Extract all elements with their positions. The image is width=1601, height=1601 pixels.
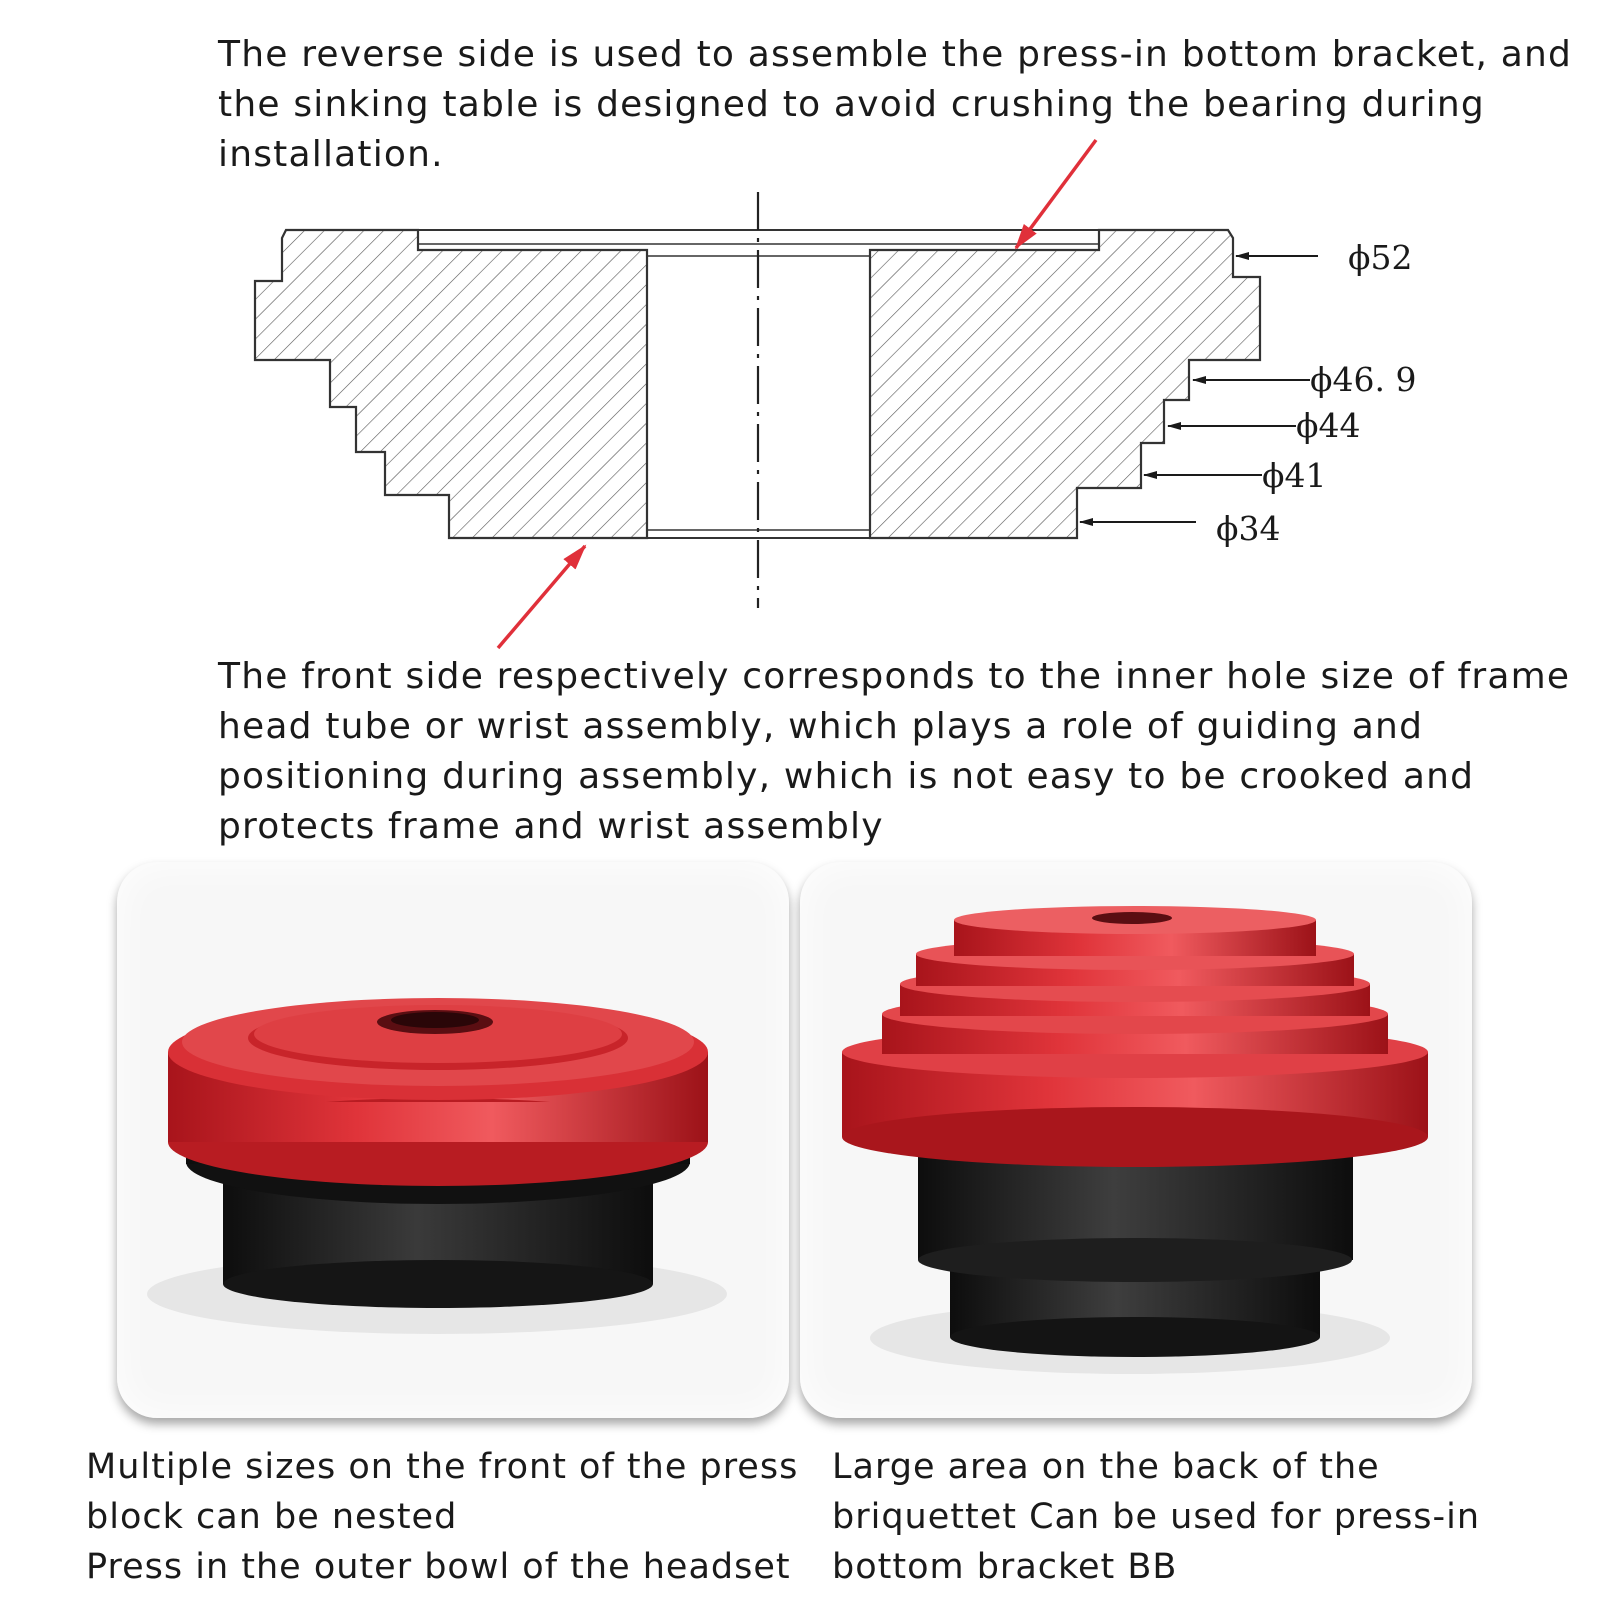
- front-line-4: protects frame and wrist assembly: [218, 806, 884, 847]
- reverse-line-1: The reverse side is used to assemble the press-in bottom bracket, and: [218, 34, 1573, 75]
- caption-right-line-1: Large area on the back of the: [832, 1447, 1380, 1487]
- caption-back-side: [832, 1442, 1480, 1592]
- dim-d44: ϕ44: [1296, 406, 1361, 445]
- photo-front-side: [117, 862, 789, 1418]
- front-line-2: head tube or wrist assembly, which plays a role of guiding and: [218, 706, 1424, 747]
- dim-d34: ϕ34: [1216, 509, 1281, 548]
- caption-left-line-3: Press in the outer bowl of the headset: [86, 1547, 791, 1587]
- caption-right-line-3: bottom bracket BB: [832, 1547, 1178, 1587]
- dim-d52: ϕ52: [1348, 238, 1413, 277]
- caption-front-side: [86, 1442, 798, 1592]
- front-line-1: The front side respectively corresponds to the inner hole size of frame: [218, 656, 1571, 697]
- red-arrow-sinking-table: [1016, 140, 1096, 248]
- body-right-section: [870, 230, 1260, 538]
- front-line-3: positioning during assembly, which is not easy to be crooked and: [218, 756, 1475, 797]
- dim-d46-9: ϕ46. 9: [1310, 360, 1417, 399]
- press-block-back-illustration: [800, 862, 1472, 1418]
- front-side-description: [218, 652, 1570, 852]
- caption-left-line-2: block can be nested: [86, 1497, 458, 1537]
- red-arrow-front-side: [498, 546, 585, 648]
- reverse-line-3: installation.: [218, 134, 444, 175]
- caption-left-line-1: Multiple sizes on the front of the press: [86, 1447, 799, 1487]
- photo-back-side: [800, 862, 1472, 1418]
- reverse-line-2: the sinking table is designed to avoid crushing the bearing during: [218, 84, 1485, 125]
- dim-d41: ϕ41: [1262, 456, 1327, 495]
- body-left-section: [255, 230, 647, 538]
- press-block-front-illustration: [117, 862, 789, 1418]
- caption-right-line-2: briquettet Can be used for press-in: [832, 1497, 1481, 1537]
